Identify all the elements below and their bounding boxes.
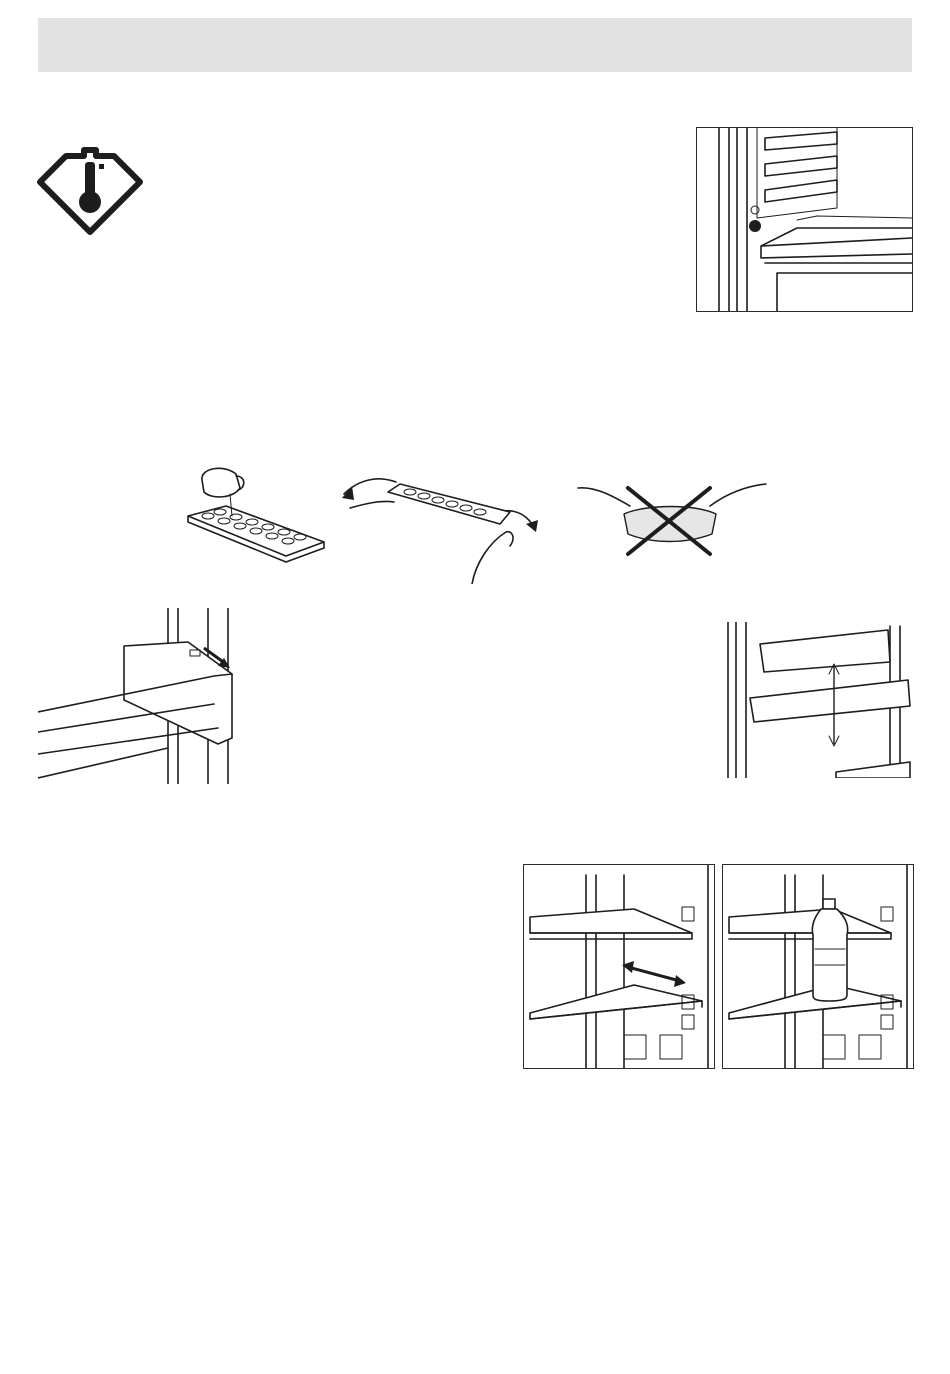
ice-tray-filling-illustration bbox=[186, 464, 326, 574]
ice-tray-twist-illustration bbox=[340, 472, 540, 584]
door-bin-removal-illustration bbox=[38, 608, 238, 784]
bottle-icon bbox=[812, 899, 847, 1001]
freezer-compartment-illustration bbox=[696, 127, 913, 312]
thermometer-warning-icon bbox=[36, 146, 144, 236]
glass-shelf-slide-illustration bbox=[523, 864, 715, 1069]
section-header-bar bbox=[38, 18, 912, 72]
ice-tray-wrong-handling-illustration bbox=[576, 478, 768, 564]
double-arrow-icon bbox=[622, 961, 686, 987]
glass-shelf-bottle-illustration bbox=[722, 864, 914, 1069]
door-bin-height-illustration bbox=[720, 622, 912, 778]
